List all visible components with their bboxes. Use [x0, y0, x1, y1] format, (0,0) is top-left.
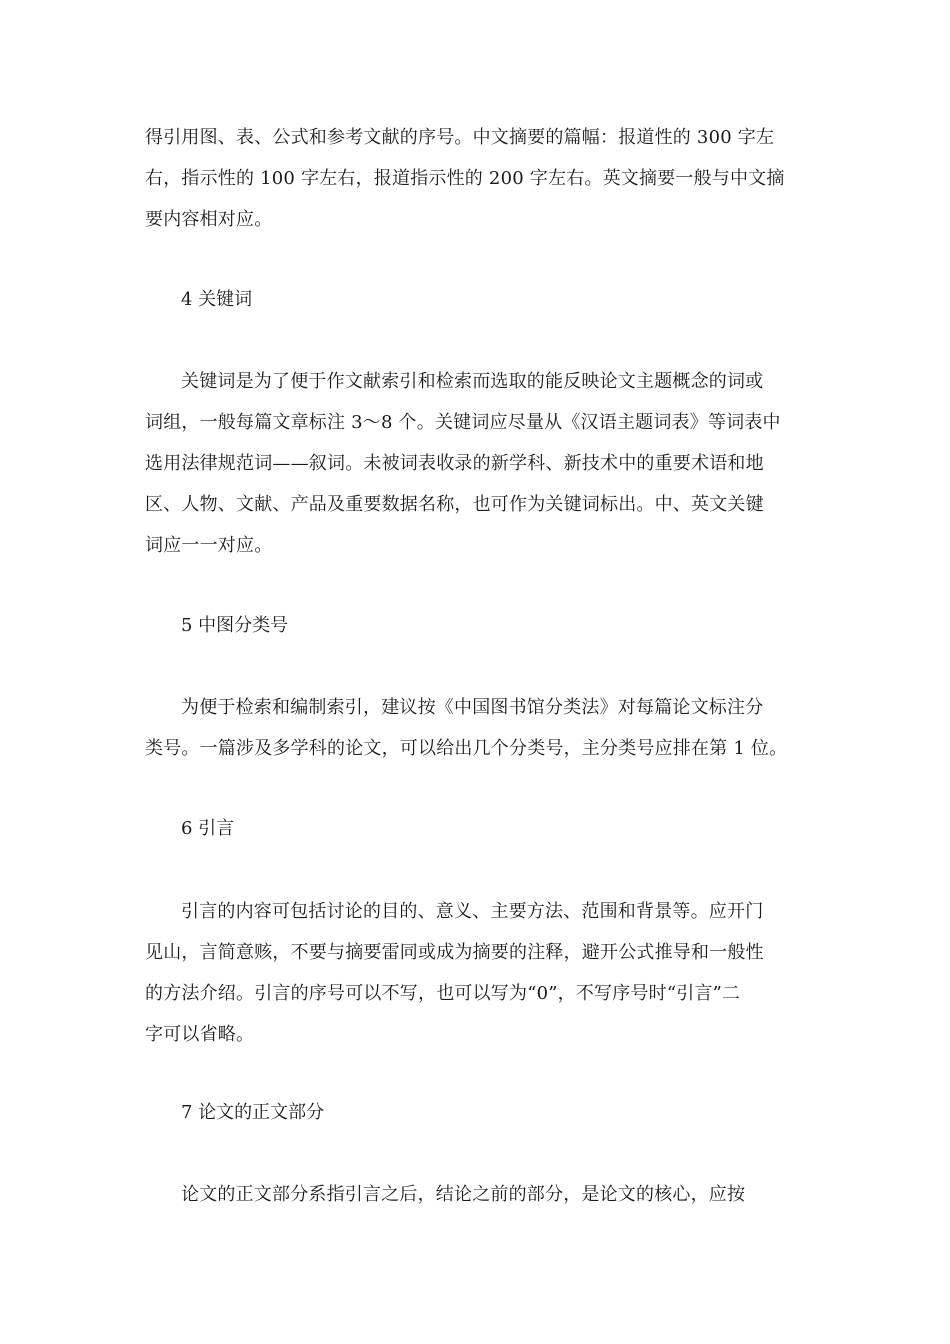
text-line: 类号。一篇涉及多学科的论文，可以给出几个分类号，主分类号应排在第 1 位。: [145, 738, 788, 759]
section-heading-main-body: 7 论文的正文部分: [181, 1102, 325, 1123]
text-line: 选用法律规范词——叙词。未被词表收录的新学科、新技术中的重要术语和地: [145, 453, 764, 474]
text-line: 为便于检索和编制索引，建议按《中国图书馆分类法》对每篇论文标注分: [181, 697, 764, 718]
text-line: 字可以省略。: [145, 1024, 255, 1045]
text-line: 见山，言简意赅，不要与摘要雷同或成为摘要的注释，避开公式推导和一般性: [145, 942, 764, 963]
text-line: 词应一一对应。: [145, 535, 273, 556]
text-line: 词组，一般每篇文章标注 3～8 个。关键词应尽量从《汉语主题词表》等词表中: [145, 412, 781, 433]
text-line: 关键词是为了便于作文献索引和检索而选取的能反映论文主题概念的词或: [181, 371, 764, 392]
paragraph-introduction: [145, 891, 805, 1055]
paragraph-abstract-length: [145, 117, 805, 240]
text-line: 的方法介绍。引言的序号可以不写，也可以写为“0”，不写序号时“引言”二: [145, 983, 741, 1004]
paragraph-classification: [145, 687, 805, 769]
paragraph-main-body: [145, 1174, 805, 1215]
text-line: 要内容相对应。: [145, 209, 273, 230]
section-heading-classification: 5 中图分类号: [181, 615, 289, 636]
text-line: 得引用图、表、公式和参考文献的序号。中文摘要的篇幅：报道性的 300 字左: [145, 127, 775, 148]
text-line: 区、人物、文献、产品及重要数据名称，也可作为关键词标出。中、英文关键: [145, 494, 764, 515]
paragraph-keywords: [145, 361, 805, 566]
text-line: 右，指示性的 100 字左右，报道指示性的 200 字左右。英文摘要一般与中文摘: [145, 168, 785, 189]
text-line: 论文的正文部分系指引言之后，结论之前的部分，是论文的核心，应按: [181, 1184, 746, 1205]
text-line: 引言的内容可包括讨论的目的、意义、主要方法、范围和背景等。应开门: [181, 901, 764, 922]
section-heading-introduction: 6 引言: [181, 818, 235, 839]
section-heading-keywords: 4 关键词: [181, 289, 253, 310]
